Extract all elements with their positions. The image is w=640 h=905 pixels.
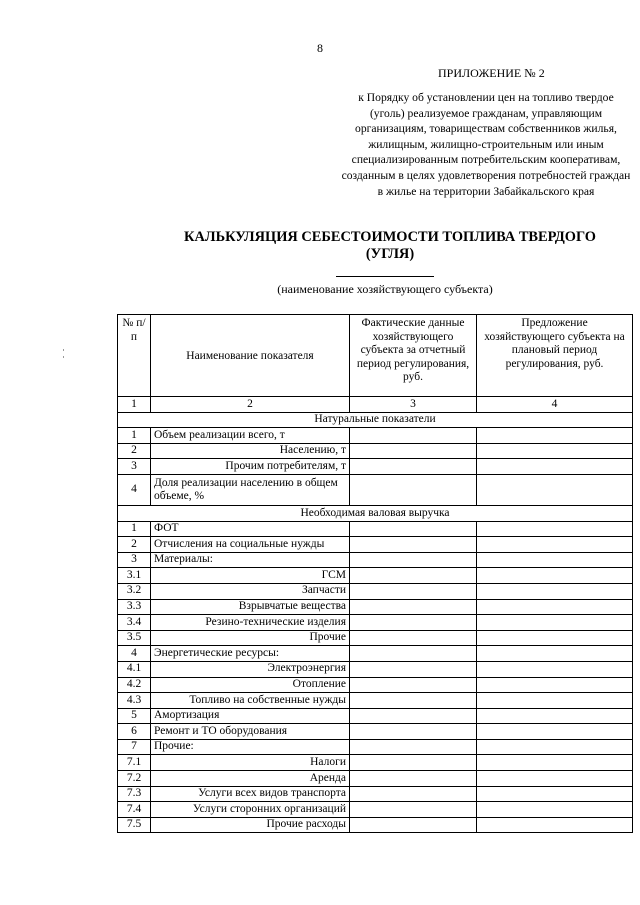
table-row: [118, 677, 633, 693]
actual-value-cell: [350, 724, 477, 740]
row-number: 1: [118, 428, 151, 444]
indicator-name: Прочие:: [151, 739, 350, 755]
indicator-name: Взрывчатые вещества: [151, 599, 350, 615]
table-body: [118, 315, 633, 833]
row-number: 5: [118, 708, 151, 724]
cost-calculation-table: [117, 314, 633, 833]
proposal-value-cell: [477, 755, 633, 771]
actual-value-cell: [350, 802, 477, 818]
margin-mark: [63, 349, 64, 351]
page-number: 8: [317, 41, 323, 55]
indicator-name: Услуги всех видов транспорта: [151, 786, 350, 802]
proposal-value-cell: [477, 630, 633, 646]
indicator-name: Услуги сторонних организаций: [151, 802, 350, 818]
table-row: [118, 724, 633, 740]
proposal-value-cell: [477, 537, 633, 553]
row-number: 7.2: [118, 771, 151, 787]
proposal-value-cell: [477, 615, 633, 631]
section-header-row: [118, 412, 633, 428]
document-title: [100, 229, 640, 263]
indicator-name: Населению, т: [151, 443, 350, 459]
row-number: 3.2: [118, 583, 151, 599]
proposal-value-cell: [477, 802, 633, 818]
proposal-value-cell: [477, 428, 633, 444]
proposal-value-cell: [477, 583, 633, 599]
table-row: [118, 521, 633, 537]
header-actual: Фактические данные хозяйствующего субъекта за отчетный период регулирования, руб.: [350, 315, 477, 397]
appendix-description: к Порядку об установлении цен на топливо твердое (уголь) реализуемое гражданам, управляющим организациям, товариществам собственников жилья, жилищным, жилищно-строительным или иным специализированным потребительским кооперативам, созданным в целях удовлетворения потребностей граждан в жилье на территории Забайкальского края: [341, 91, 631, 198]
actual-value-cell: [350, 708, 477, 724]
actual-value-cell: [350, 474, 477, 505]
table-row: [118, 661, 633, 677]
table-row: [118, 771, 633, 787]
row-number: 4.1: [118, 661, 151, 677]
table-row: [118, 428, 633, 444]
row-number: 7: [118, 739, 151, 755]
table-row: [118, 802, 633, 818]
table-row: [118, 693, 633, 709]
row-number: 7.3: [118, 786, 151, 802]
proposal-value-cell: [477, 459, 633, 475]
row-number: 2: [118, 537, 151, 553]
indicator-name: Электроэнергия: [151, 661, 350, 677]
column-numbers-row: [118, 397, 633, 413]
actual-value-cell: [350, 817, 477, 833]
actual-value-cell: [350, 630, 477, 646]
header-num: № п/п: [118, 315, 151, 397]
indicator-name: Ремонт и ТО оборудования: [151, 724, 350, 740]
actual-value-cell: [350, 739, 477, 755]
actual-value-cell: [350, 786, 477, 802]
table-row: [118, 817, 633, 833]
actual-value-cell: [350, 552, 477, 568]
proposal-value-cell: [477, 568, 633, 584]
table-row: [118, 630, 633, 646]
actual-value-cell: [350, 537, 477, 553]
proposal-value-cell: [477, 661, 633, 677]
row-number: 7.1: [118, 755, 151, 771]
indicator-name: Объем реализации всего, т: [151, 428, 350, 444]
indicator-name: Аренда: [151, 771, 350, 787]
subject-caption: (наименование хозяйствующего субъекта): [277, 282, 493, 296]
header-name: Наименование показателя: [151, 315, 350, 397]
table-row: [118, 599, 633, 615]
actual-value-cell: [350, 428, 477, 444]
indicator-name: Прочие: [151, 630, 350, 646]
proposal-value-cell: [477, 552, 633, 568]
indicator-name: Энергетические ресурсы:: [151, 646, 350, 662]
actual-value-cell: [350, 771, 477, 787]
row-number: 2: [118, 443, 151, 459]
table-row: [118, 786, 633, 802]
row-number: 7.5: [118, 817, 151, 833]
indicator-name: Отчисления на социальные нужды: [151, 537, 350, 553]
table-row: [118, 583, 633, 599]
table-row: [118, 459, 633, 475]
table-row: [118, 739, 633, 755]
row-number: 3: [118, 552, 151, 568]
table-row: [118, 443, 633, 459]
proposal-value-cell: [477, 817, 633, 833]
indicator-name: Запчасти: [151, 583, 350, 599]
table-row: [118, 646, 633, 662]
actual-value-cell: [350, 646, 477, 662]
table-row: [118, 537, 633, 553]
proposal-value-cell: [477, 739, 633, 755]
column-number: 3: [350, 397, 477, 413]
proposal-value-cell: [477, 771, 633, 787]
row-number: 4: [118, 474, 151, 505]
proposal-value-cell: [477, 443, 633, 459]
title-line-1: КАЛЬКУЛЯЦИЯ СЕБЕСТОИМОСТИ ТОПЛИВА ТВЕРДОГО: [184, 229, 596, 245]
indicator-name: ФОТ: [151, 521, 350, 537]
indicator-name: Доля реализации населению в общем объеме, %: [151, 474, 350, 505]
title-line-2: (УГЛЯ): [365, 246, 415, 262]
indicator-name: Налоги: [151, 755, 350, 771]
actual-value-cell: [350, 443, 477, 459]
proposal-value-cell: [477, 599, 633, 615]
proposal-value-cell: [477, 693, 633, 709]
actual-value-cell: [350, 661, 477, 677]
actual-value-cell: [350, 599, 477, 615]
table-row: [118, 474, 633, 505]
column-number: 2: [151, 397, 350, 413]
indicator-name: Прочие расходы: [151, 817, 350, 833]
margin-mark: [63, 356, 64, 358]
actual-value-cell: [350, 459, 477, 475]
proposal-value-cell: [477, 708, 633, 724]
table-row: [118, 552, 633, 568]
table-header-row: [118, 315, 633, 397]
actual-value-cell: [350, 583, 477, 599]
indicator-name: ГСМ: [151, 568, 350, 584]
appendix-title: ПРИЛОЖЕНИЕ № 2: [438, 66, 545, 80]
indicator-name: Резино-технические изделия: [151, 615, 350, 631]
actual-value-cell: [350, 677, 477, 693]
subject-name-blank-line: [336, 276, 434, 277]
indicator-name: Амортизация: [151, 708, 350, 724]
row-number: 6: [118, 724, 151, 740]
row-number: 7.4: [118, 802, 151, 818]
indicator-name: Материалы:: [151, 552, 350, 568]
table-row: [118, 615, 633, 631]
row-number: 4.3: [118, 693, 151, 709]
column-number: 4: [477, 397, 633, 413]
actual-value-cell: [350, 521, 477, 537]
section-title: Необходимая валовая выручка: [118, 505, 633, 521]
indicator-name: Прочим потребителям, т: [151, 459, 350, 475]
actual-value-cell: [350, 755, 477, 771]
table-row: [118, 708, 633, 724]
table-row: [118, 568, 633, 584]
proposal-value-cell: [477, 677, 633, 693]
proposal-value-cell: [477, 724, 633, 740]
proposal-value-cell: [477, 646, 633, 662]
proposal-value-cell: [477, 786, 633, 802]
header-proposal: Предложение хозяйствующего субъекта на плановый период регулирования, руб.: [477, 315, 633, 397]
actual-value-cell: [350, 693, 477, 709]
row-number: 4.2: [118, 677, 151, 693]
section-header-row: [118, 505, 633, 521]
row-number: 1: [118, 521, 151, 537]
proposal-value-cell: [477, 474, 633, 505]
row-number: 3.3: [118, 599, 151, 615]
section-title: Натуральные показатели: [118, 412, 633, 428]
row-number: 3: [118, 459, 151, 475]
proposal-value-cell: [477, 521, 633, 537]
actual-value-cell: [350, 615, 477, 631]
actual-value-cell: [350, 568, 477, 584]
table-row: [118, 755, 633, 771]
row-number: 3.1: [118, 568, 151, 584]
column-number: 1: [118, 397, 151, 413]
indicator-name: Топливо на собственные нужды: [151, 693, 350, 709]
row-number: 4: [118, 646, 151, 662]
indicator-name: Отопление: [151, 677, 350, 693]
row-number: 3.4: [118, 615, 151, 631]
row-number: 3.5: [118, 630, 151, 646]
